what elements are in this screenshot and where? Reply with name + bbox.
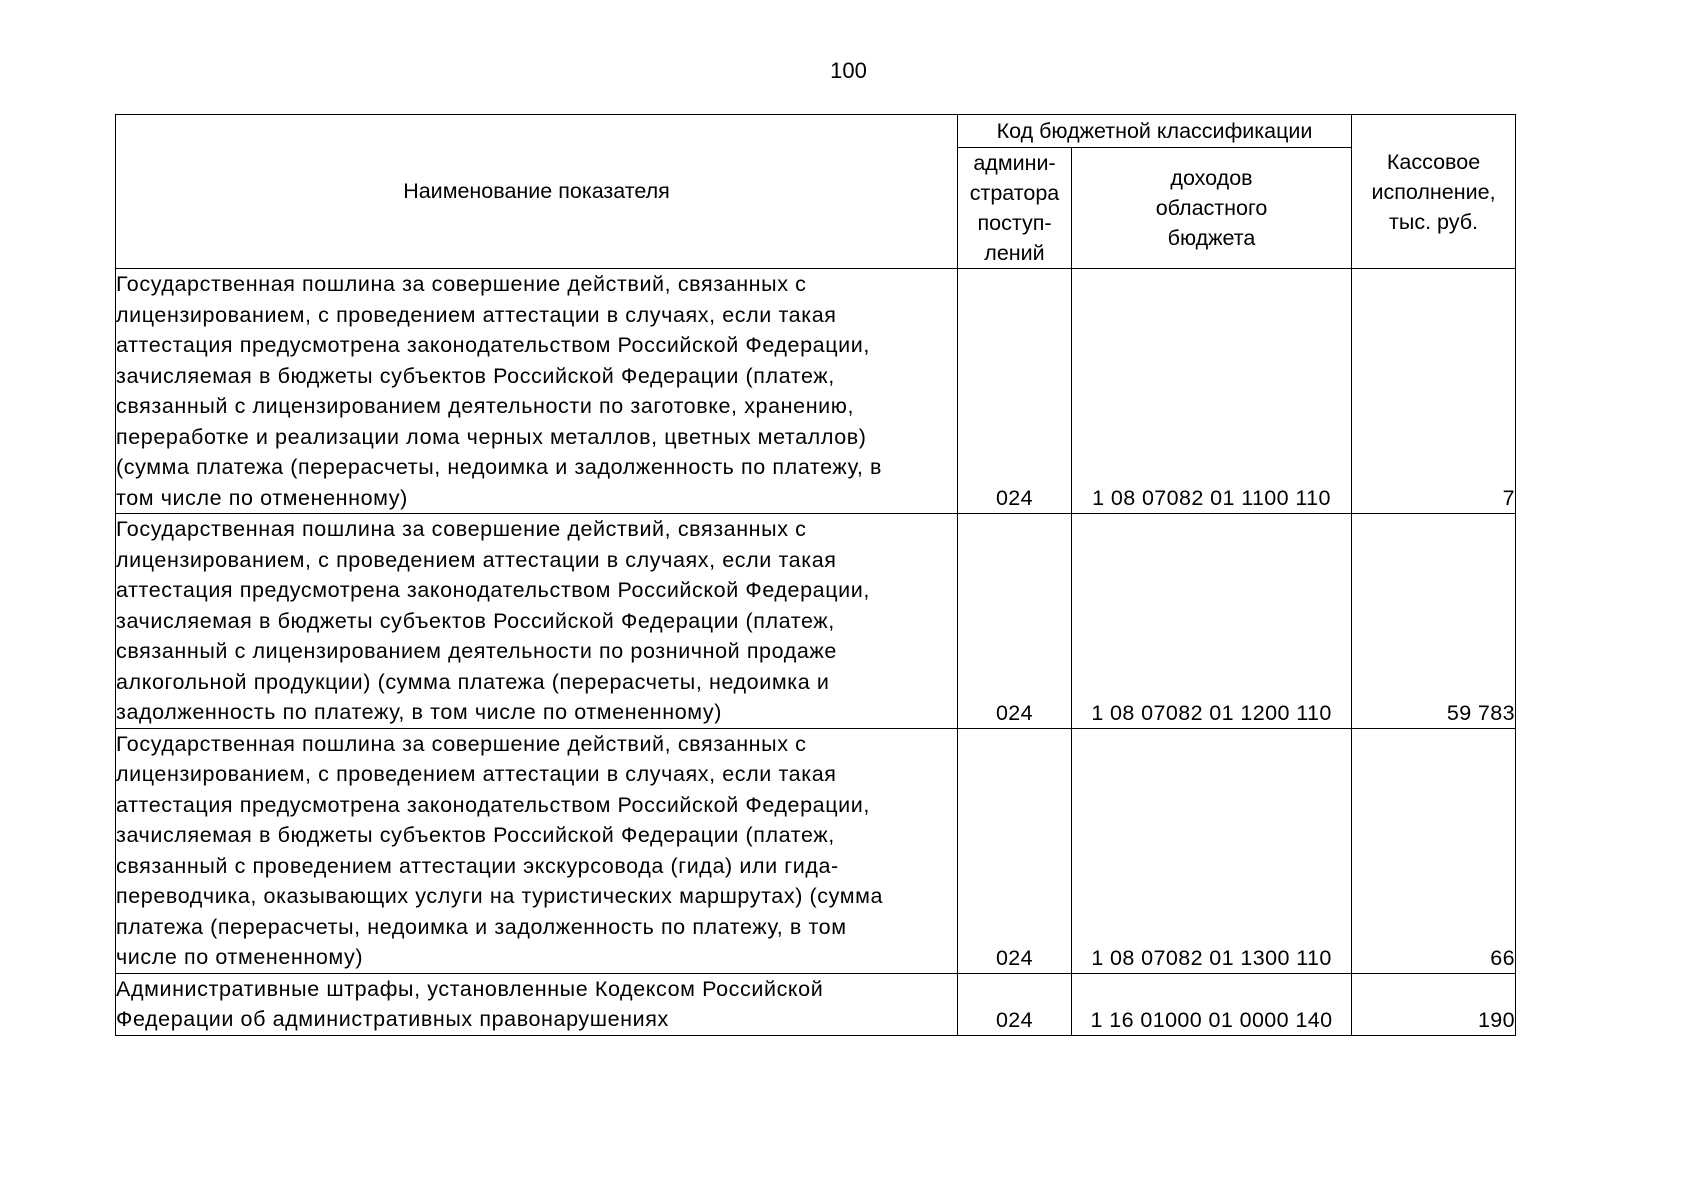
row-name-line: числе по отмененному) [116,945,364,969]
row-admin-code: 024 [958,728,1072,973]
page-number: 100 [830,58,867,83]
header-admin-line: админи- [973,151,1056,175]
row-name-line: зачисляемая в бюджеты субъектов Российской Федерации (платеж, [116,608,835,633]
row-name-line: Государственная пошлина за совершение действий, связанных с [116,517,807,541]
header-code-group: Код бюджетной классификации [958,115,1352,148]
row-name-line: переработке и реализации лома черных металлов, цветных металлов) [116,424,867,449]
row-name-line: зачисляемая в бюджеты субъектов Российской Федерации (платеж, [116,823,835,847]
row-admin-code: 024 [958,973,1072,1035]
header-admin-line: лений [984,241,1045,265]
row-name-line: лицензированием, с проведением аттестации в случаях, если такая [116,762,837,786]
header-sum-line: исполнение, [1371,179,1496,204]
row-name-line: аттестация предусмотрена законодательством Российской Федерации, [116,578,870,602]
header-admin-line: поступ- [977,211,1052,235]
row-name-line: Административные штрафы, установленные Кодексом Российской [116,976,824,1001]
row-name-line: лицензированием, с проведением аттестации в случаях, если такая [116,302,837,327]
row-name-line: задолженность по платежу, в том числе по отмененному) [116,700,723,724]
row-name-cell [116,973,958,1035]
row-name-line: Государственная пошлина за совершение действий, связанных с [116,272,807,296]
header-name: Наименование показателя [116,115,958,269]
header-code-line: областного [1155,196,1268,220]
table-row [116,269,1516,514]
row-name-cell [116,269,958,514]
row-name-line: аттестация предусмотрена законодательством Российской Федерации, [116,333,870,357]
row-budget-code: 1 08 07082 01 1200 110 [1072,514,1352,729]
header-sum-line: тыс. руб. [1389,209,1479,234]
row-sum: 190 [1352,973,1516,1035]
row-name-line: связанный с лицензированием деятельности по заготовке, хранению, [116,394,855,418]
budget-table [115,114,1516,1036]
header-admin [958,148,1072,269]
row-name-cell [116,728,958,973]
row-name-line: связанный с проведением аттестации экскурсовода (гида) или гида- [116,853,839,878]
table-row [116,728,1516,973]
header-sum [1352,115,1516,269]
row-name-line: том числе по отмененному) [116,485,408,510]
header-code-line: бюджета [1167,226,1256,250]
header-code [1072,148,1352,269]
table-row [116,514,1516,729]
row-name-line: Федерации об административных правонарушениях [116,1007,669,1031]
row-budget-code: 1 08 07082 01 1100 110 [1072,269,1352,514]
row-name-line: Государственная пошлина за совершение действий, связанных с [116,731,807,756]
row-name-line: зачисляемая в бюджеты субъектов Российской Федерации (платеж, [116,363,835,388]
row-name-line: аттестация предусмотрена законодательством Российской Федерации, [116,792,870,817]
row-sum: 7 [1352,269,1516,514]
row-admin-code: 024 [958,269,1072,514]
row-name-cell [116,514,958,729]
row-name-line: алкогольной продукции) (сумма платежа (перерасчеты, недоимка и [116,669,830,694]
row-sum: 59 783 [1352,514,1516,729]
row-name-line: платежа (перерасчеты, недоимка и задолженность по платежу, в том [116,914,847,939]
row-sum: 66 [1352,728,1516,973]
row-name-line: связанный с лицензированием деятельности по розничной продаже [116,639,837,663]
header-code-line: доходов [1170,166,1253,190]
row-admin-code: 024 [958,514,1072,729]
row-name-line: (сумма платежа (перерасчеты, недоимка и задолженность по платежу, в [116,455,883,479]
row-budget-code: 1 08 07082 01 1300 110 [1072,728,1352,973]
header-sum-line: Кассовое [1386,149,1481,174]
header-admin-line: стратора [969,181,1060,205]
row-name-line: лицензированием, с проведением аттестации в случаях, если такая [116,547,837,572]
row-name-line: переводчика, оказывающих услуги на туристических маршрутах) (сумма [116,884,884,908]
table-row [116,973,1516,1035]
row-budget-code: 1 16 01000 01 0000 140 [1072,973,1352,1035]
